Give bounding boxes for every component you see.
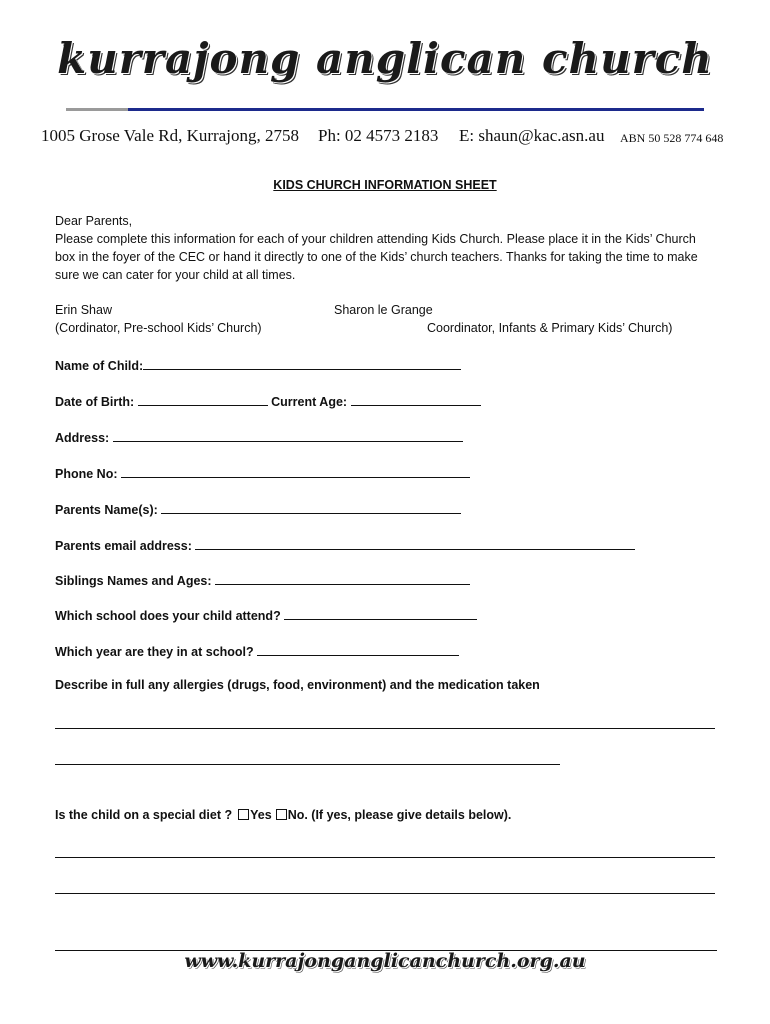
diet-no-checkbox[interactable] — [276, 809, 287, 820]
field-special-diet — [55, 808, 511, 822]
field-parents-email — [55, 535, 635, 553]
field-year — [55, 641, 459, 659]
diet-details-line-1[interactable] — [55, 857, 715, 858]
diet-no-label: No. (If yes, please give details below). — [287, 808, 512, 822]
church-address: 1005 Grose Vale Rd, Kurrajong, 2758 — [41, 126, 299, 145]
coordinator-left-name: Erin Shaw — [55, 303, 112, 317]
year-input-line[interactable] — [257, 641, 459, 656]
phone-input-line[interactable] — [121, 463, 470, 478]
field-dob-label: Date of Birth: — [55, 395, 135, 409]
church-logo: kurrajong anglican church — [57, 34, 713, 83]
field-address-label: Address: — [55, 431, 110, 445]
intro-paragraph: Please complete this information for each of your children attending Kids Church. Please place it in the Kids’ Church box in the foyer of the CEC or hand it directly to one of the Kids’ church teachers. Thanks for taking the time to make sure we can cater for your child at all times. — [55, 232, 698, 282]
diet-details-line-2[interactable] — [55, 893, 715, 894]
address-input-line[interactable] — [113, 427, 463, 442]
field-year-label: Which year are they in at school? — [55, 645, 254, 659]
field-allergies-label: Describe in full any allergies (drugs, food, environment) and the medication taken — [55, 678, 540, 692]
field-child-name — [55, 355, 461, 373]
field-parents — [55, 499, 461, 517]
age-input-line[interactable] — [351, 391, 481, 406]
field-parents-label: Parents Name(s): — [55, 503, 158, 517]
school-input-line[interactable] — [284, 605, 477, 620]
field-diet-question: Is the child on a special diet ? — [55, 808, 233, 822]
coordinator-right-name: Sharon le Grange — [334, 303, 433, 317]
header-rule-grey — [66, 108, 128, 111]
coordinator-right-role: Coordinator, Infants & Primary Kids’ Church) — [427, 321, 673, 335]
allergies-input-line-1[interactable] — [55, 728, 715, 729]
page-title: KIDS CHURCH INFORMATION SHEET — [273, 178, 497, 192]
church-abn: ABN 50 528 774 648 — [620, 131, 724, 145]
field-phone-label: Phone No: — [55, 467, 118, 481]
field-siblings — [55, 570, 470, 588]
diet-yes-label: Yes — [250, 808, 272, 822]
field-age-label: Current Age: — [271, 395, 348, 409]
field-school — [55, 605, 477, 623]
field-child-name-label: Name of Child: — [55, 359, 144, 373]
field-phone — [55, 463, 470, 481]
coordinator-left-role: (Cordinator, Pre-school Kids’ Church) — [55, 321, 262, 335]
child-name-input-line[interactable] — [143, 355, 461, 370]
siblings-input-line[interactable] — [215, 570, 470, 585]
field-dob-age — [55, 391, 481, 409]
allergies-input-line-2[interactable] — [55, 764, 560, 765]
greeting: Dear Parents, — [55, 214, 133, 228]
church-phone: Ph: 02 4573 2183 — [318, 126, 439, 145]
header-rule-blue — [128, 108, 704, 111]
diet-yes-checkbox[interactable] — [238, 809, 249, 820]
field-address — [55, 427, 463, 445]
parents-email-input-line[interactable] — [195, 535, 635, 550]
field-parents-email-label: Parents email address: — [55, 539, 192, 553]
dob-input-line[interactable] — [138, 391, 268, 406]
field-school-label: Which school does your child attend? — [55, 609, 281, 623]
church-email: E: shaun@kac.asn.au — [459, 126, 605, 145]
parents-input-line[interactable] — [161, 499, 461, 514]
field-siblings-label: Siblings Names and Ages: — [55, 574, 212, 588]
footer-website: www.kurrajonganglicanchurch.org.au — [184, 950, 586, 972]
